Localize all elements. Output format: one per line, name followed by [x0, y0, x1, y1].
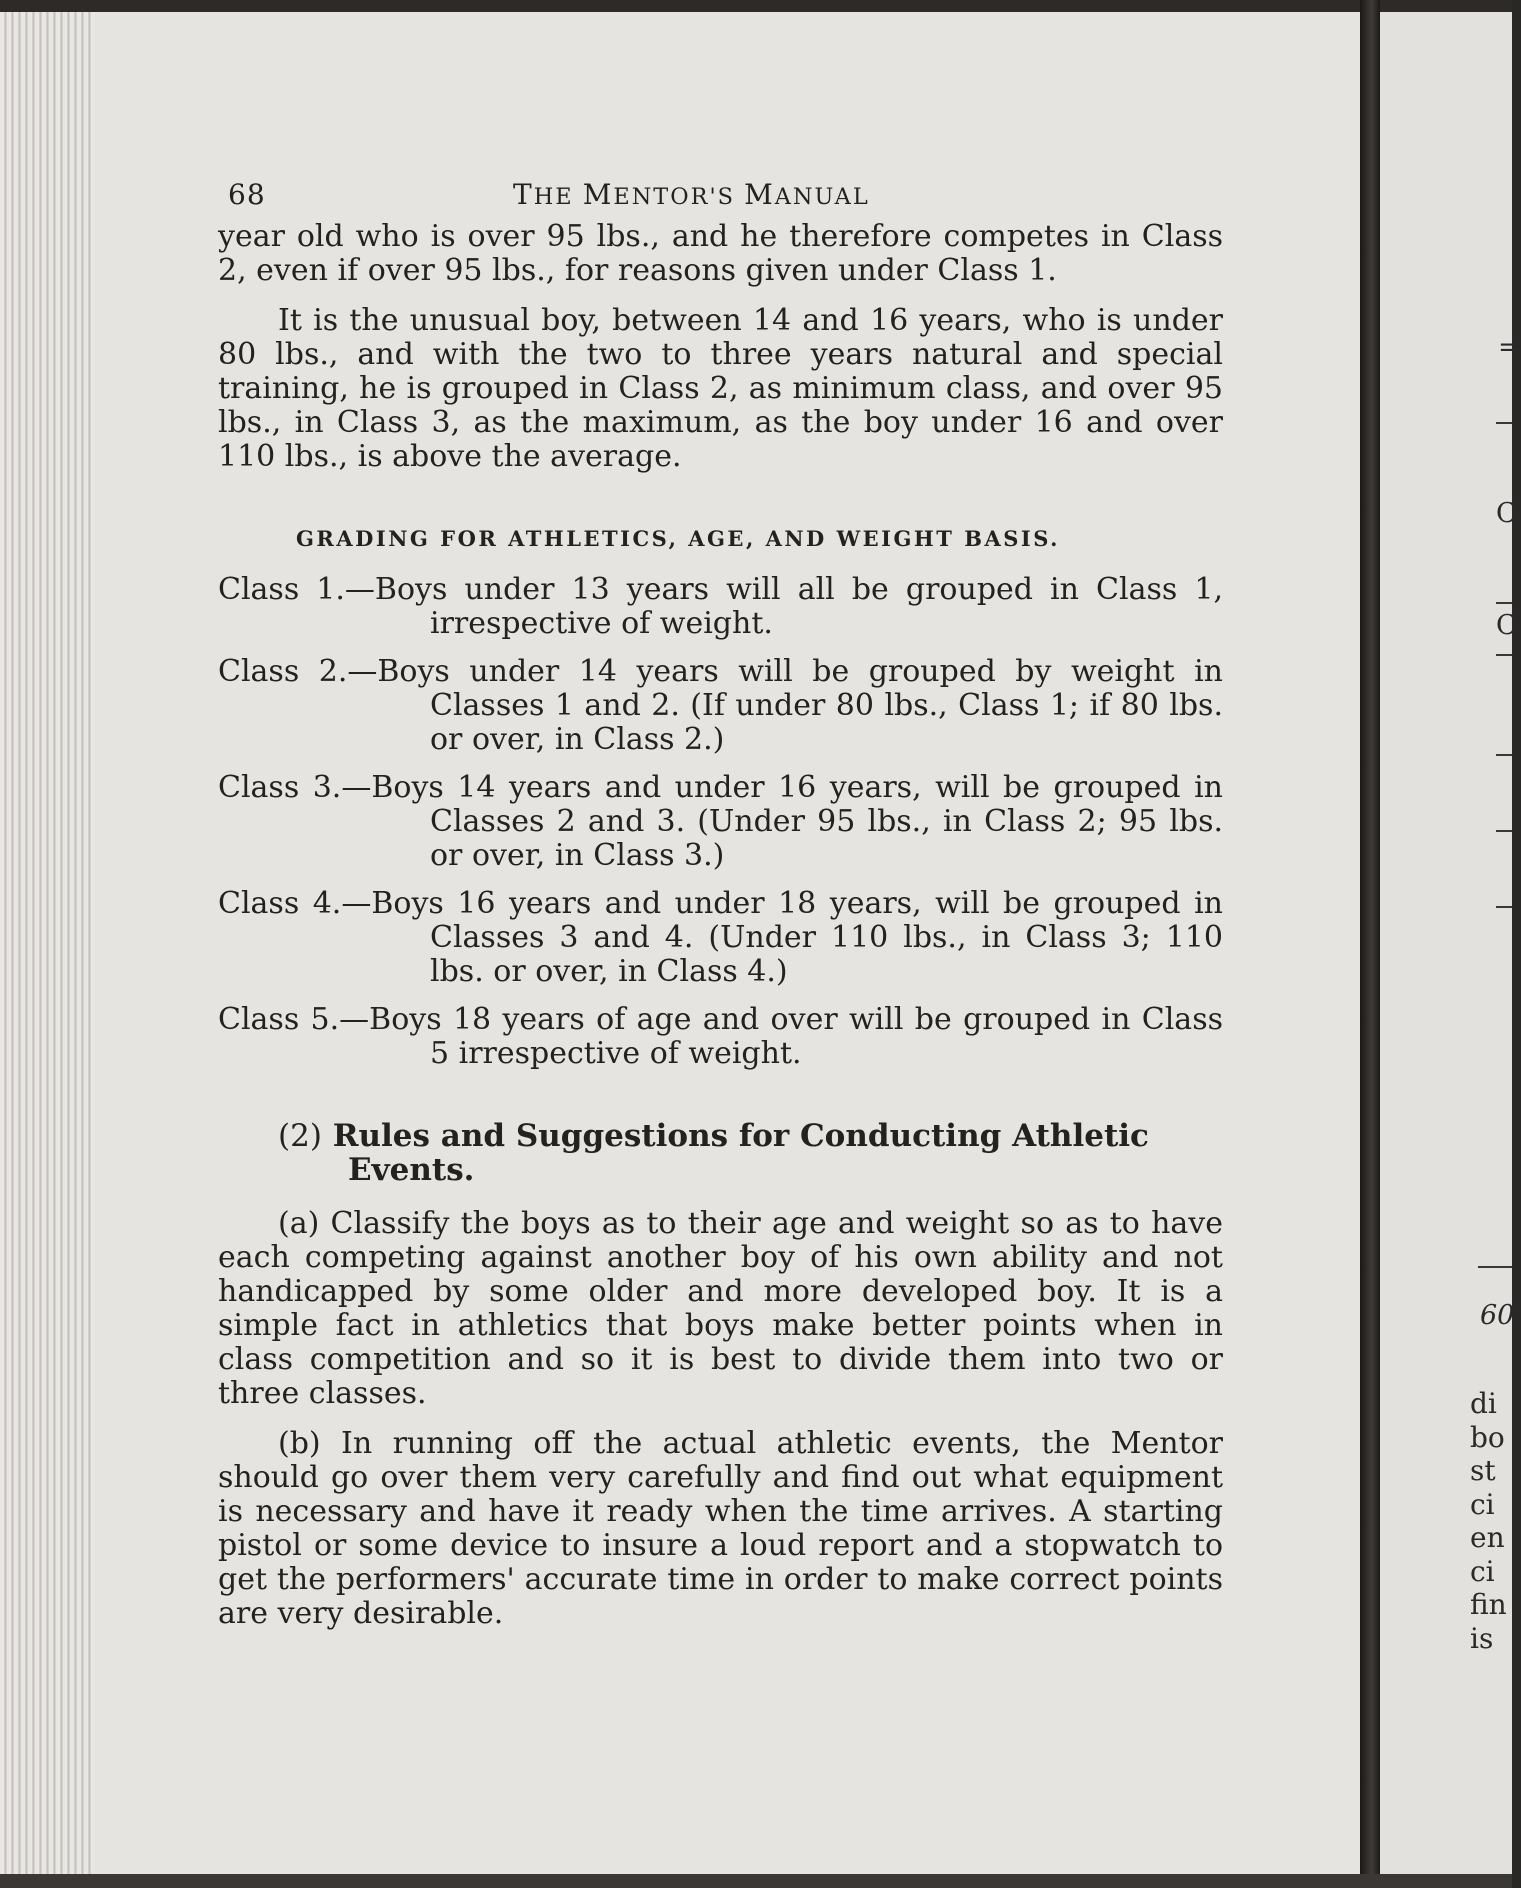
adjacent-rule: [1496, 602, 1512, 604]
page-number: 68: [228, 178, 266, 211]
adjacent-page-number: 60: [1480, 1300, 1515, 1331]
page-text: [218, 160, 1223, 1631]
adjacent-rule: [1496, 422, 1512, 424]
adjacent-fragment: C: [1496, 498, 1517, 529]
class-5-entry: Class 5.—Boys 18 years of age and over will be grouped in Class 5 irrespective of weight.: [218, 1002, 1223, 1071]
adjacent-fragment: C: [1496, 610, 1517, 641]
class-1-entry: Class 1.—Boys under 13 years will all be grouped in Class 1, irrespective of weight.: [218, 572, 1223, 641]
adjacent-fragment: =: [1498, 332, 1521, 363]
adjacent-line-starts: di bo st ci en ci fin is: [1470, 1387, 1507, 1655]
class-4-entry: Class 4.—Boys 16 years and under 18 years, will be grouped in Classes 3 and 4. (Under 110 lbs., in Class 3; 110 lbs. or over, in Class 4.): [218, 886, 1223, 989]
class-2-entry: Class 2.—Boys under 14 years will be grouped by weight in Classes 1 and 2. (If under 80 lbs., Class 1; if 80 lbs. or over, in Class 2.): [218, 654, 1223, 757]
section-2-heading: [278, 1119, 1223, 1187]
section-number: (2): [278, 1118, 322, 1154]
section-title: Rules and Suggestions for Conducting Athletic Events.: [332, 1118, 1149, 1188]
adjacent-page: [1380, 12, 1521, 1874]
adjacent-rule: [1478, 1266, 1512, 1268]
adjacent-rule: [1496, 830, 1512, 832]
adjacent-rule: [1496, 654, 1512, 656]
paragraph-b: (b) In running off the actual athletic events, the Mentor should go over them very carefully and find out what equipment is necessary and have it ready when the time arrives. A starting pistol or some device to insure a loud report and a stopwatch to get the performers' accurate time in order to make correct points are very desirable.: [218, 1426, 1223, 1631]
bottom-edge: [0, 1874, 1512, 1888]
adjacent-rule: [1496, 906, 1512, 908]
running-title: THE MENTOR'S MANUAL: [513, 178, 870, 211]
page-header: [218, 160, 1223, 212]
page-edges: [0, 12, 95, 1874]
continuation-paragraph: year old who is over 95 lbs., and he therefore competes in Class 2, even if over 95 lbs., for reasons given under Class 1.: [218, 219, 1223, 288]
class-3-entry: Class 3.—Boys 14 years and under 16 years, will be grouped in Classes 2 and 3. (Under 95 lbs., in Class 2; 95 lbs. or over, in Class 3.): [218, 770, 1223, 873]
book-gutter: [1360, 0, 1380, 1888]
paragraph-a: (a) Classify the boys as to their age and weight so as to have each competing against another boy of his own ability and not handicapped by some older and more developed boy. It is a simple fact in athletics that boys make better points when in class competition and so it is best to divide them into two or three classes.: [218, 1206, 1223, 1411]
adjacent-rule: [1496, 754, 1512, 756]
unusual-boy-paragraph: It is the unusual boy, between 14 and 16 years, who is under 80 lbs., and with the two to three years natural and special training, he is grouped in Class 2, as minimum class, and over 95 lbs., in Class 3, as the maximum, as the boy under 16 and over 110 lbs., is above the average.: [218, 303, 1223, 474]
grading-caption: GRADING FOR ATHLETICS, AGE, AND WEIGHT BASIS.: [296, 526, 1060, 551]
top-edge: [0, 0, 1512, 12]
